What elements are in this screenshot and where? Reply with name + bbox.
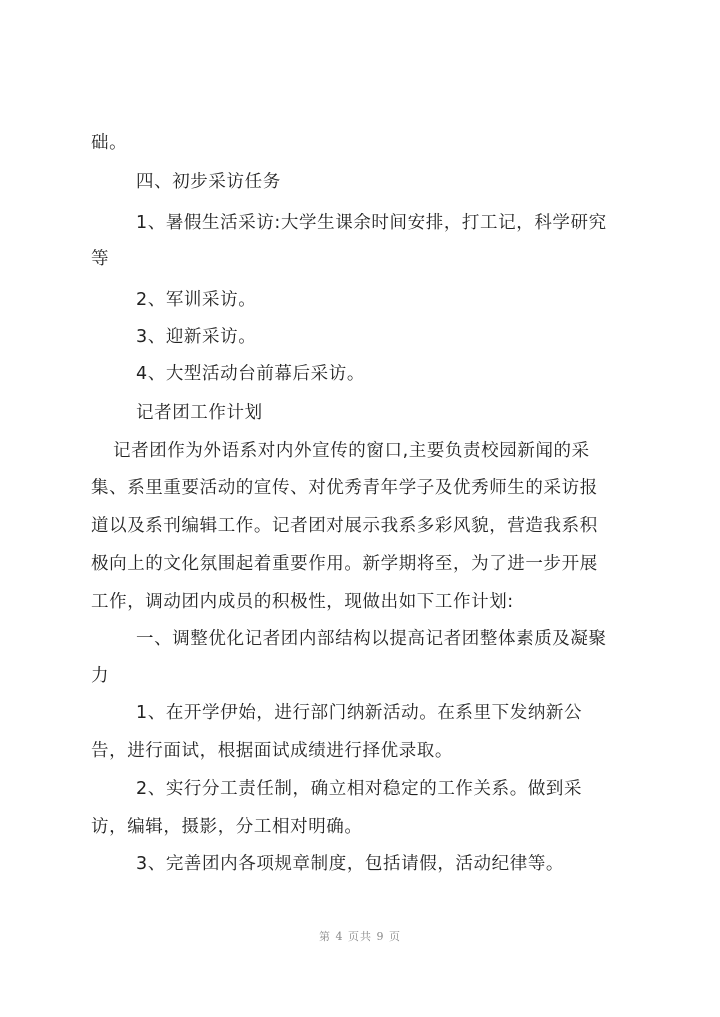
page-number-footer: 第 4 页共 9 页	[319, 930, 401, 943]
list-item-6: 2、实行分工责任制，确立相对稳定的工作关系。做到采	[136, 779, 583, 799]
list-item-6-continuation: 访，编辑，摄影，分工相对明确。	[91, 817, 363, 837]
list-item-5: 1、在开学伊始，进行部门纳新活动。在系里下发纳新公	[136, 703, 583, 723]
list-item-4: 4、大型活动台前幕后采访。	[136, 364, 365, 384]
paragraph-line-4: 极向上的文化氛围起着重要作用。新学期将至，为了进一步开展	[91, 554, 598, 574]
paragraph-line-5: 工作，调动团内成员的积极性，现做出如下工作计划:	[91, 592, 514, 612]
list-item-5-continuation: 告，进行面试，根据面试成绩进行择优录取。	[91, 741, 453, 761]
paragraph-line-2: 集、系里重要活动的宣传、对优秀青年学子及优秀师生的采访报	[91, 478, 598, 498]
section-title-plan: 记者团工作计划	[136, 403, 263, 423]
section-heading-one: 一、调整优化记者团内部结构以提高记者团整体素质及凝聚	[136, 629, 607, 649]
section-heading-interview-tasks: 四、初步采访任务	[136, 172, 281, 192]
text-line-1: 础。	[91, 133, 128, 153]
text-line-continuation-2: 力	[91, 666, 110, 686]
paragraph-line-1: 记者团作为外语系对内外宣传的窗口,主要负责校园新闻的采	[113, 441, 590, 461]
list-item-2: 2、军训采访。	[136, 290, 257, 310]
list-item-7: 3、完善团内各项规章制度，包括请假，活动纪律等。	[136, 854, 565, 874]
list-item-3: 3、迎新采访。	[136, 327, 257, 347]
text-line-continuation: 等	[91, 249, 110, 269]
paragraph-line-3: 道以及系刊编辑工作。记者团对展示我系多彩风貌，营造我系积	[91, 516, 598, 536]
list-item-1: 1、暑假生活采访:大学生课余时间安排，打工记，科学研究	[136, 213, 607, 233]
